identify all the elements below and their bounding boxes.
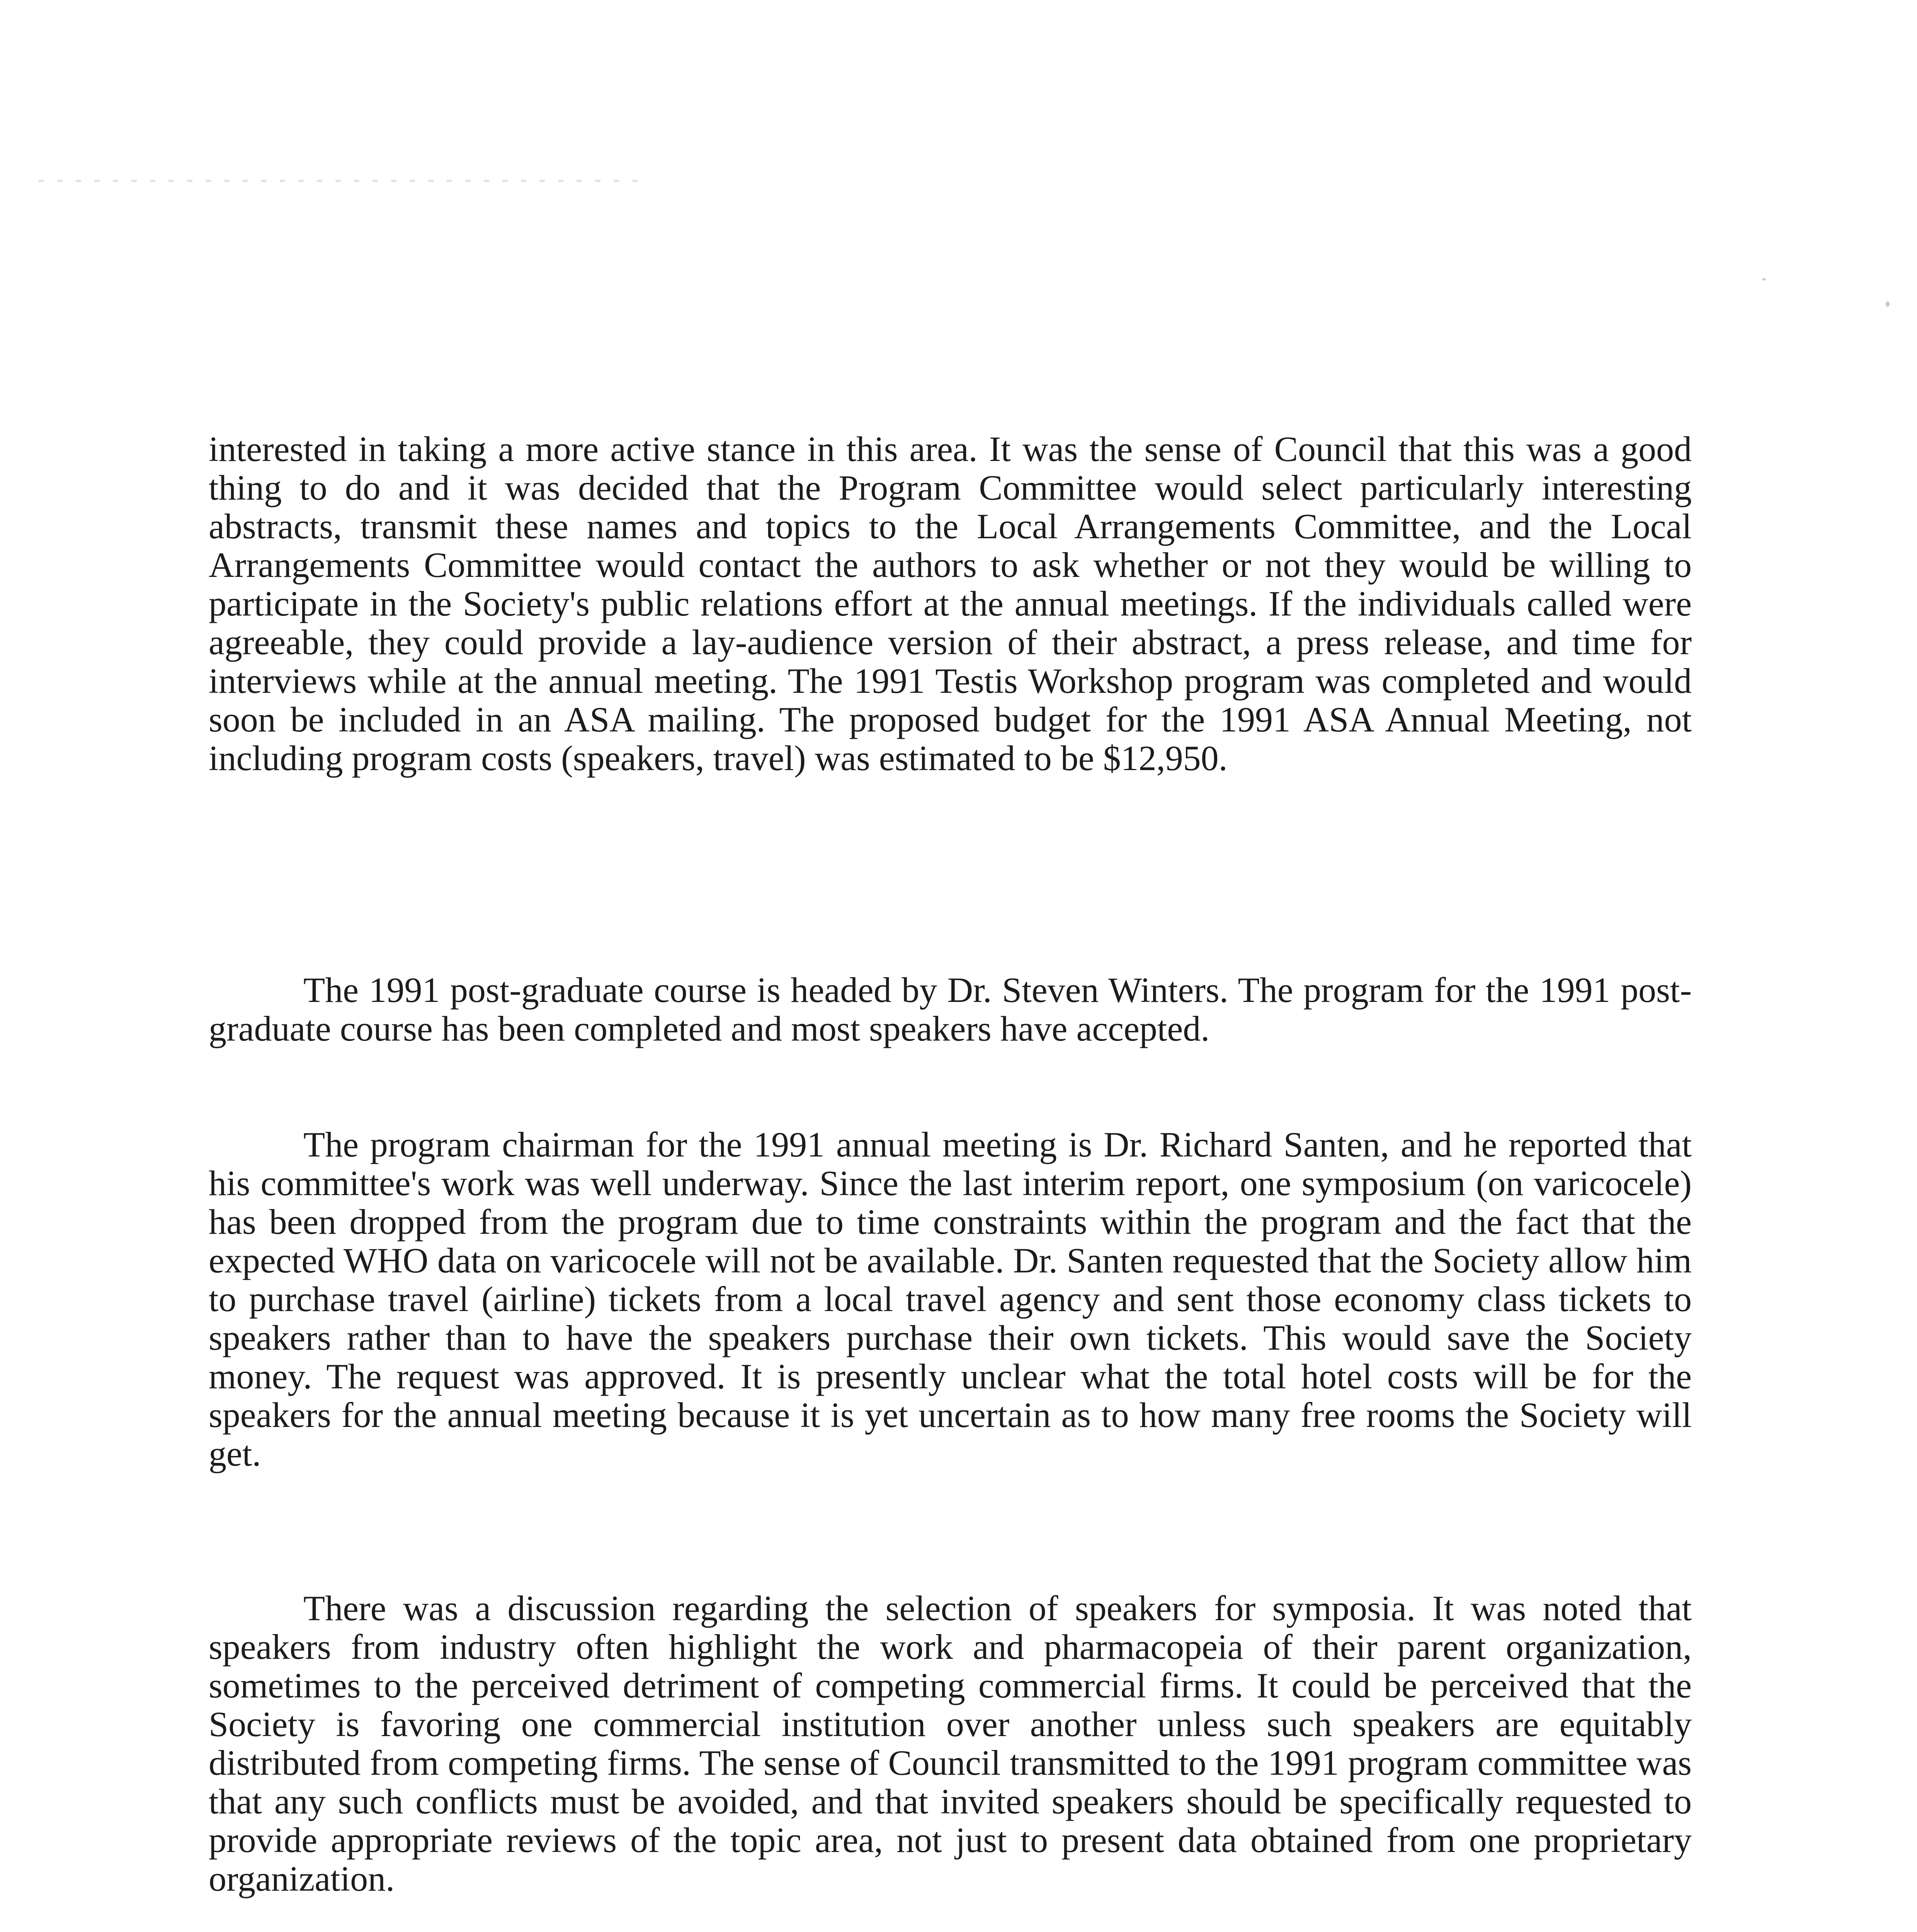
body-paragraph: The program chairman for the 1991 annual meeting is Dr. Richard Santen, and he reported that his committee's work was well underway. Since the last interim report, one symposium (on varicocele) has been dropped from the program due to time constraints within the program and the fact that the expected WHO data on varicocele will not be available. Dr. Santen requested that the Society allow him to purchase travel (airline) tickets from a local travel agency and sent those economy class tickets to speakers rather than to have the speakers purchase their own tickets. This would save the Society money. The request was approved. It is presently unclear what the total hotel costs will be for the speakers for the annual meeting because it is yet uncertain as to how many free rooms the Society will get. [209, 1125, 1692, 1473]
body-paragraph: There was a discussion regarding the selection of speakers for symposia. It was noted that speakers from industry often highlight the work and pharmacopeia of their parent organization, sometimes to the perceived detriment of competing commercial firms. It could be perceived that the Society is favoring one commercial institution over another unless such speakers are equitably distributed from competing firms. The sense of Council transmitted to the 1991 program committee was that any such conflicts must be avoided, and that invited speakers should be specifically requested to provide appropriate reviews of the topic area, not just to present data obtained from one proprietary organization. [209, 1588, 1692, 1898]
scan-artifact [39, 180, 638, 182]
scan-artifact [1886, 301, 1890, 307]
body-paragraph: The 1991 post-graduate course is headed by Dr. Steven Winters. The program for the 1991 post-graduate course has been completed and most speakers have accepted. [209, 970, 1692, 1048]
body-paragraph: interested in taking a more active stance in this area. It was the sense of Council that this was a good thing to do and it was decided that the Program Committee would select particularly interesting abstracts, transmit these names and topics to the Local Arrangements Committee, and the Local Arrangements Committee would contact the authors to ask whether or not they would be willing to participate in the Society's public relations effort at the annual meetings. If the individuals called were agreeable, they could provide a lay-audience version of their abstract, a press release, and time for interviews while at the annual meeting. The 1991 Testis Workshop program was completed and would soon be included in an ASA mailing. The proposed budget for the 1991 ASA Annual Meeting, not including program costs (speakers, travel) was estimated to be $12,950. [209, 429, 1692, 778]
scan-artifact [1762, 278, 1766, 281]
